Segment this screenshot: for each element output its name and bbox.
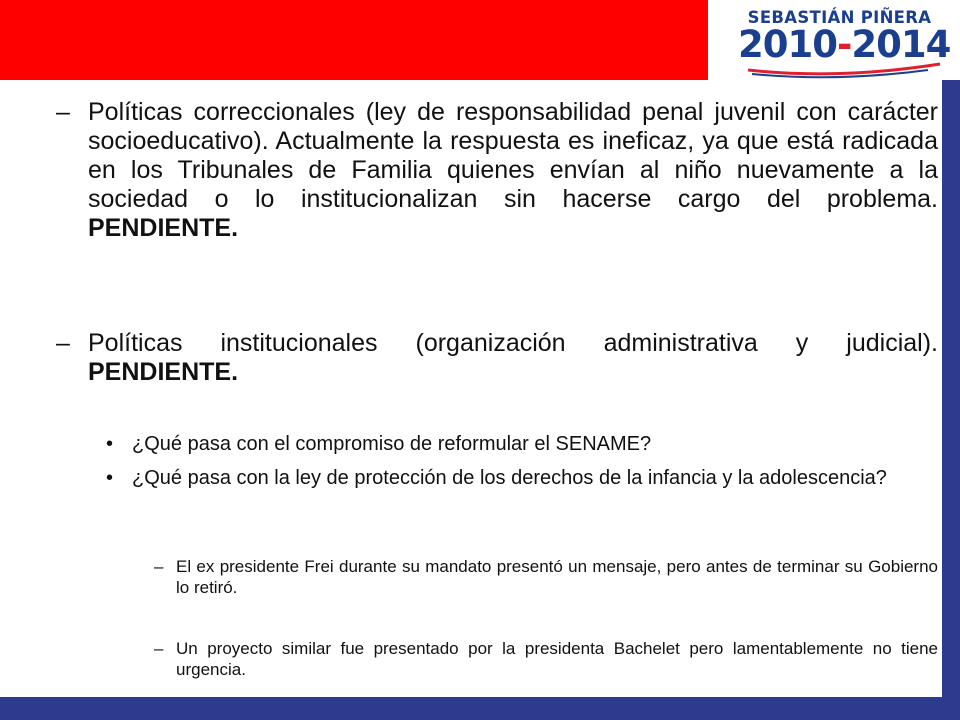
bullet-item xyxy=(106,432,938,456)
sub-item-text: El ex presidente Frei durante su mandato presentó un mensaje, pero antes de terminar su Gobierno lo retiró. xyxy=(176,557,938,597)
bullet-marker: • xyxy=(106,467,114,489)
policy-item-institutional xyxy=(56,329,938,387)
bullet-text: ¿Qué pasa con la ley de protección de los derechos de la infancia y la adolescencia? xyxy=(132,467,887,489)
policy-item-correctional xyxy=(56,98,938,243)
dash-marker: – xyxy=(154,639,164,658)
policy-text: Políticas correccionales (ley de responsabilidad penal juvenil con carácter socioeducativo). Actualmente la respuesta es ineficaz, ya que está radicada en los Tribunales de Familia quienes envían al niño nuevamente a la sociedad o lo institucionalizan sin hacerse cargo del problema. xyxy=(88,98,938,213)
status-label: PENDIENTE. xyxy=(88,214,239,242)
logo-name: SEBASTIÁN PIÑERA xyxy=(747,8,932,27)
sub-item xyxy=(154,556,938,598)
logo-year-start: 2010 xyxy=(738,23,837,66)
policy-text: Políticas institucionales (organización administrativa y judicial). xyxy=(88,329,938,357)
dash-marker: – xyxy=(56,329,70,357)
bullet-item xyxy=(106,466,938,490)
bullet-marker: • xyxy=(106,433,114,455)
dash-marker: – xyxy=(56,98,70,126)
sub-item xyxy=(154,638,938,680)
dash-marker: – xyxy=(154,557,164,576)
bullet-text: ¿Qué pasa con el compromiso de reformular el SENAME? xyxy=(132,433,652,455)
logo-year-end: 2014 xyxy=(851,23,951,66)
logo-separator: - xyxy=(836,23,852,66)
status-label: PENDIENTE. xyxy=(88,358,239,386)
sub-item-text: Un proyecto similar fue presentado por la presidenta Bachelet pero lamentablemente no tiene urgencia. xyxy=(176,639,938,679)
